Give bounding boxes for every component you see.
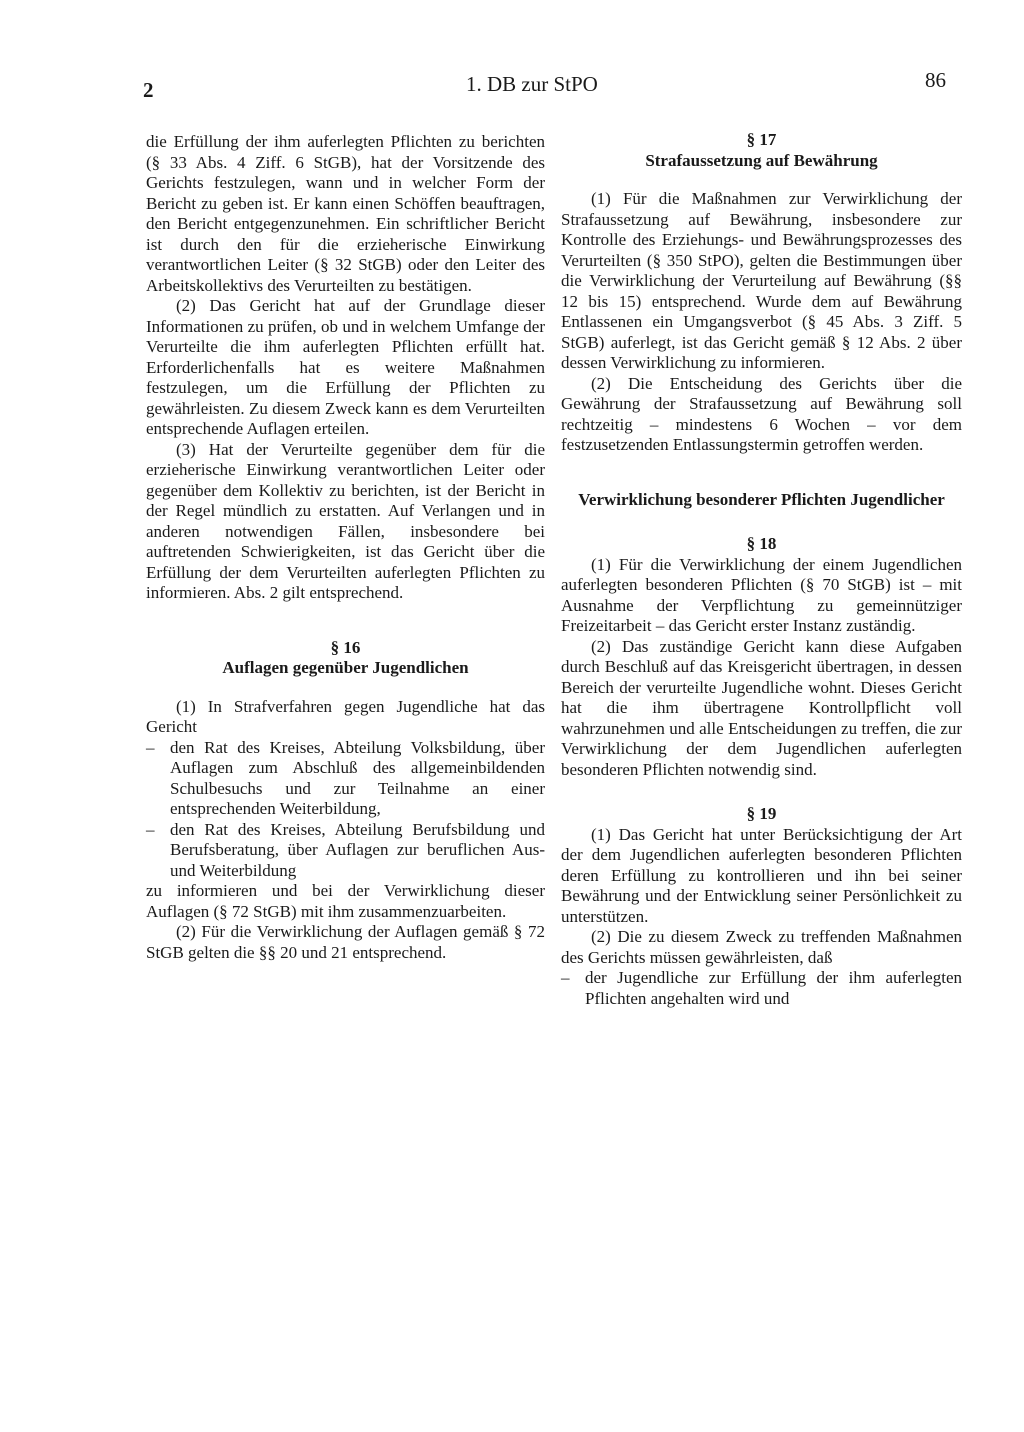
section-16-number: § 16 <box>330 637 361 657</box>
paragraph-17-2: (2) Die Entscheidung des Gerichts über die Gewährung der Strafaussetzung auf Bewährung soll rechtzeitig – mindestens 6 Wochen – vor dem festzusetzenden Entlassungstermin getroffen werden. <box>561 373 962 454</box>
paragraph-19-1: (1) Das Gericht hat unter Berücksichtigung der Art der dem Jugendlichen auferlegten besonderen Pflichten deren Erfüllung zu kontrollieren und ihn bei seiner Bewährung und der Entwicklung seiner Persönlichkeit zu unterstützen. <box>561 824 962 926</box>
right-column <box>561 130 962 1009</box>
section-19-number: § 19 <box>746 804 777 823</box>
paragraph-18-1: (1) Für die Verwirklichung der einem Jugendlichen auferlegten besonderen Pflichten (§ 70 StGB) ist – mit Ausnahme der Verpflichtung zu gemeinnütziger Freizeitarbeit – das Gericht erster Instanz zuständig. <box>561 554 962 635</box>
list-item-text: den Rat des Kreises, Abteilung Berufsbildung und Berufsberatung, über Auflagen zur beruflichen Aus- und Weiterbildung <box>170 819 545 880</box>
left-column <box>146 132 545 963</box>
paragraph-16-2: (2) Für die Verwirklichung der Auflagen gemäß § 72 StGB gelten die §§ 20 und 21 entsprechend. <box>146 922 545 962</box>
dash-marker: – <box>561 968 570 987</box>
section-17-number: § 17 <box>746 130 777 149</box>
list-item-berufsbildung <box>146 820 545 882</box>
paragraph-16-1: (1) In Strafverfahren gegen Jugendliche hat das Gericht <box>146 696 545 736</box>
paragraph-continued: die Erfüllung der ihm auferlegten Pflichten zu berichten (§ 33 Abs. 4 Ziff. 6 StGB), hat der Vorsitzende des Gerichts festzulegen, wann und in welcher Form der Bericht zu geben ist. Er kann einen Schöffen beauftragen, den Bericht entgegenzunehmen. Ein schriftlicher Bericht ist durch den für die erzieherische Einwirkung verantwortlichen Leiter (§ 32 StGB) oder den Leiter des Arbeitskollektivs des Verurteilten zu bestätigen. <box>146 132 545 295</box>
paragraph-19-2: (2) Die zu diesem Zweck zu treffenden Maßnahmen des Gerichts müssen gewährleisten, daß <box>561 927 962 967</box>
paragraph-15-2: (2) Das Gericht hat auf der Grundlage dieser Informationen zu prüfen, ob und in welchem Umfange der Verurteilte die ihm auferlegten Pflichten erfüllt hat. Erforderlichenfalls hat es weitere Maßnahmen festzulegen, um die Erfüllung der Pflichten zu gewährleisten. Zu diesem Zweck kann es dem Verurteilten entsprechende Auflagen erteilen. <box>146 296 545 438</box>
dash-marker: – <box>146 819 155 839</box>
list-item-volksbildung <box>146 738 545 820</box>
page-number-right: 86 <box>925 68 946 92</box>
paragraph-16-1-continued: zu informieren und bei der Verwirklichung dieser Auflagen (§ 72 StGB) mit ihm zusammenzuarbeiten. <box>146 881 545 921</box>
running-title: 1. DB zur StPO <box>466 72 598 96</box>
paragraph-15-3: (3) Hat der Verurteilte gegenüber dem für die erzieherische Einwirkung verantwortlichen Leiter oder gegenüber dem Kollektiv zu berichten, ist der Bericht in der Regel mündlich zu erstatten. Auf Verlangen und in anderen notwendigen Fällen, insbesondere bei auftretenden Schwierigkeiten, ist das Gericht über die Erfüllung der dem Verurteilten auferlegten Pflichten zu informieren. Abs. 2 gilt entsprechend. <box>146 439 545 602</box>
dash-marker: – <box>146 737 155 757</box>
list-item-text: der Jugendliche zur Erfüllung der ihm auferlegten Pflichten angehalten wird und <box>585 968 962 1008</box>
section-18-number: § 18 <box>746 534 777 553</box>
list-item-erfuellung <box>561 968 962 1009</box>
page-number-left: 2 <box>143 78 154 102</box>
section-16-title: Auflagen gegenüber Jugendlichen <box>222 658 469 677</box>
paragraph-17-1: (1) Für die Maßnahmen zur Verwirklichung der Strafaussetzung auf Bewährung, insbesondere zur Kontrolle des Erziehungs- und Bewährungsprozesses des Verurteilten (§ 350 StPO), gelten die Bestimmungen über die Verwirklichung der Verurteilung auf Bewährung (§§ 12 bis 15) entsprechend. Wurde dem auf Bewährung Entlassenen ein Umgangsverbot (§ 45 Abs. 3 Ziff. 5 StGB) auferlegt, ist das Gericht gemäß § 12 Abs. 2 über dessen Verwirklichung zu informieren. <box>561 189 962 372</box>
section-17-title: Strafaussetzung auf Bewährung <box>645 150 878 170</box>
chapter-title: Verwirklichung besonderer Pflichten Jugendlicher <box>578 489 945 509</box>
page-header <box>0 66 1024 100</box>
list-item-text: den Rat des Kreises, Abteilung Volksbildung, über Auflagen zum Abschluß des allgemeinbildenden Schulbesuchs und zur Teilnahme an einer entsprechenden Weiterbildung, <box>170 737 545 818</box>
paragraph-18-2: (2) Das zuständige Gericht kann diese Aufgaben durch Beschluß auf das Kreisgericht übertragen, in dessen Bereich der verurteilte Jugendliche wohnt. Dieses Gericht hat die ihm übertragene Kontrollpflicht voll wahrzunehmen und alle Entscheidungen zu treffen, die zur Verwirklichung der dem Jugendlichen auferlegten besonderen Pflichten notwendig sind. <box>561 636 962 779</box>
